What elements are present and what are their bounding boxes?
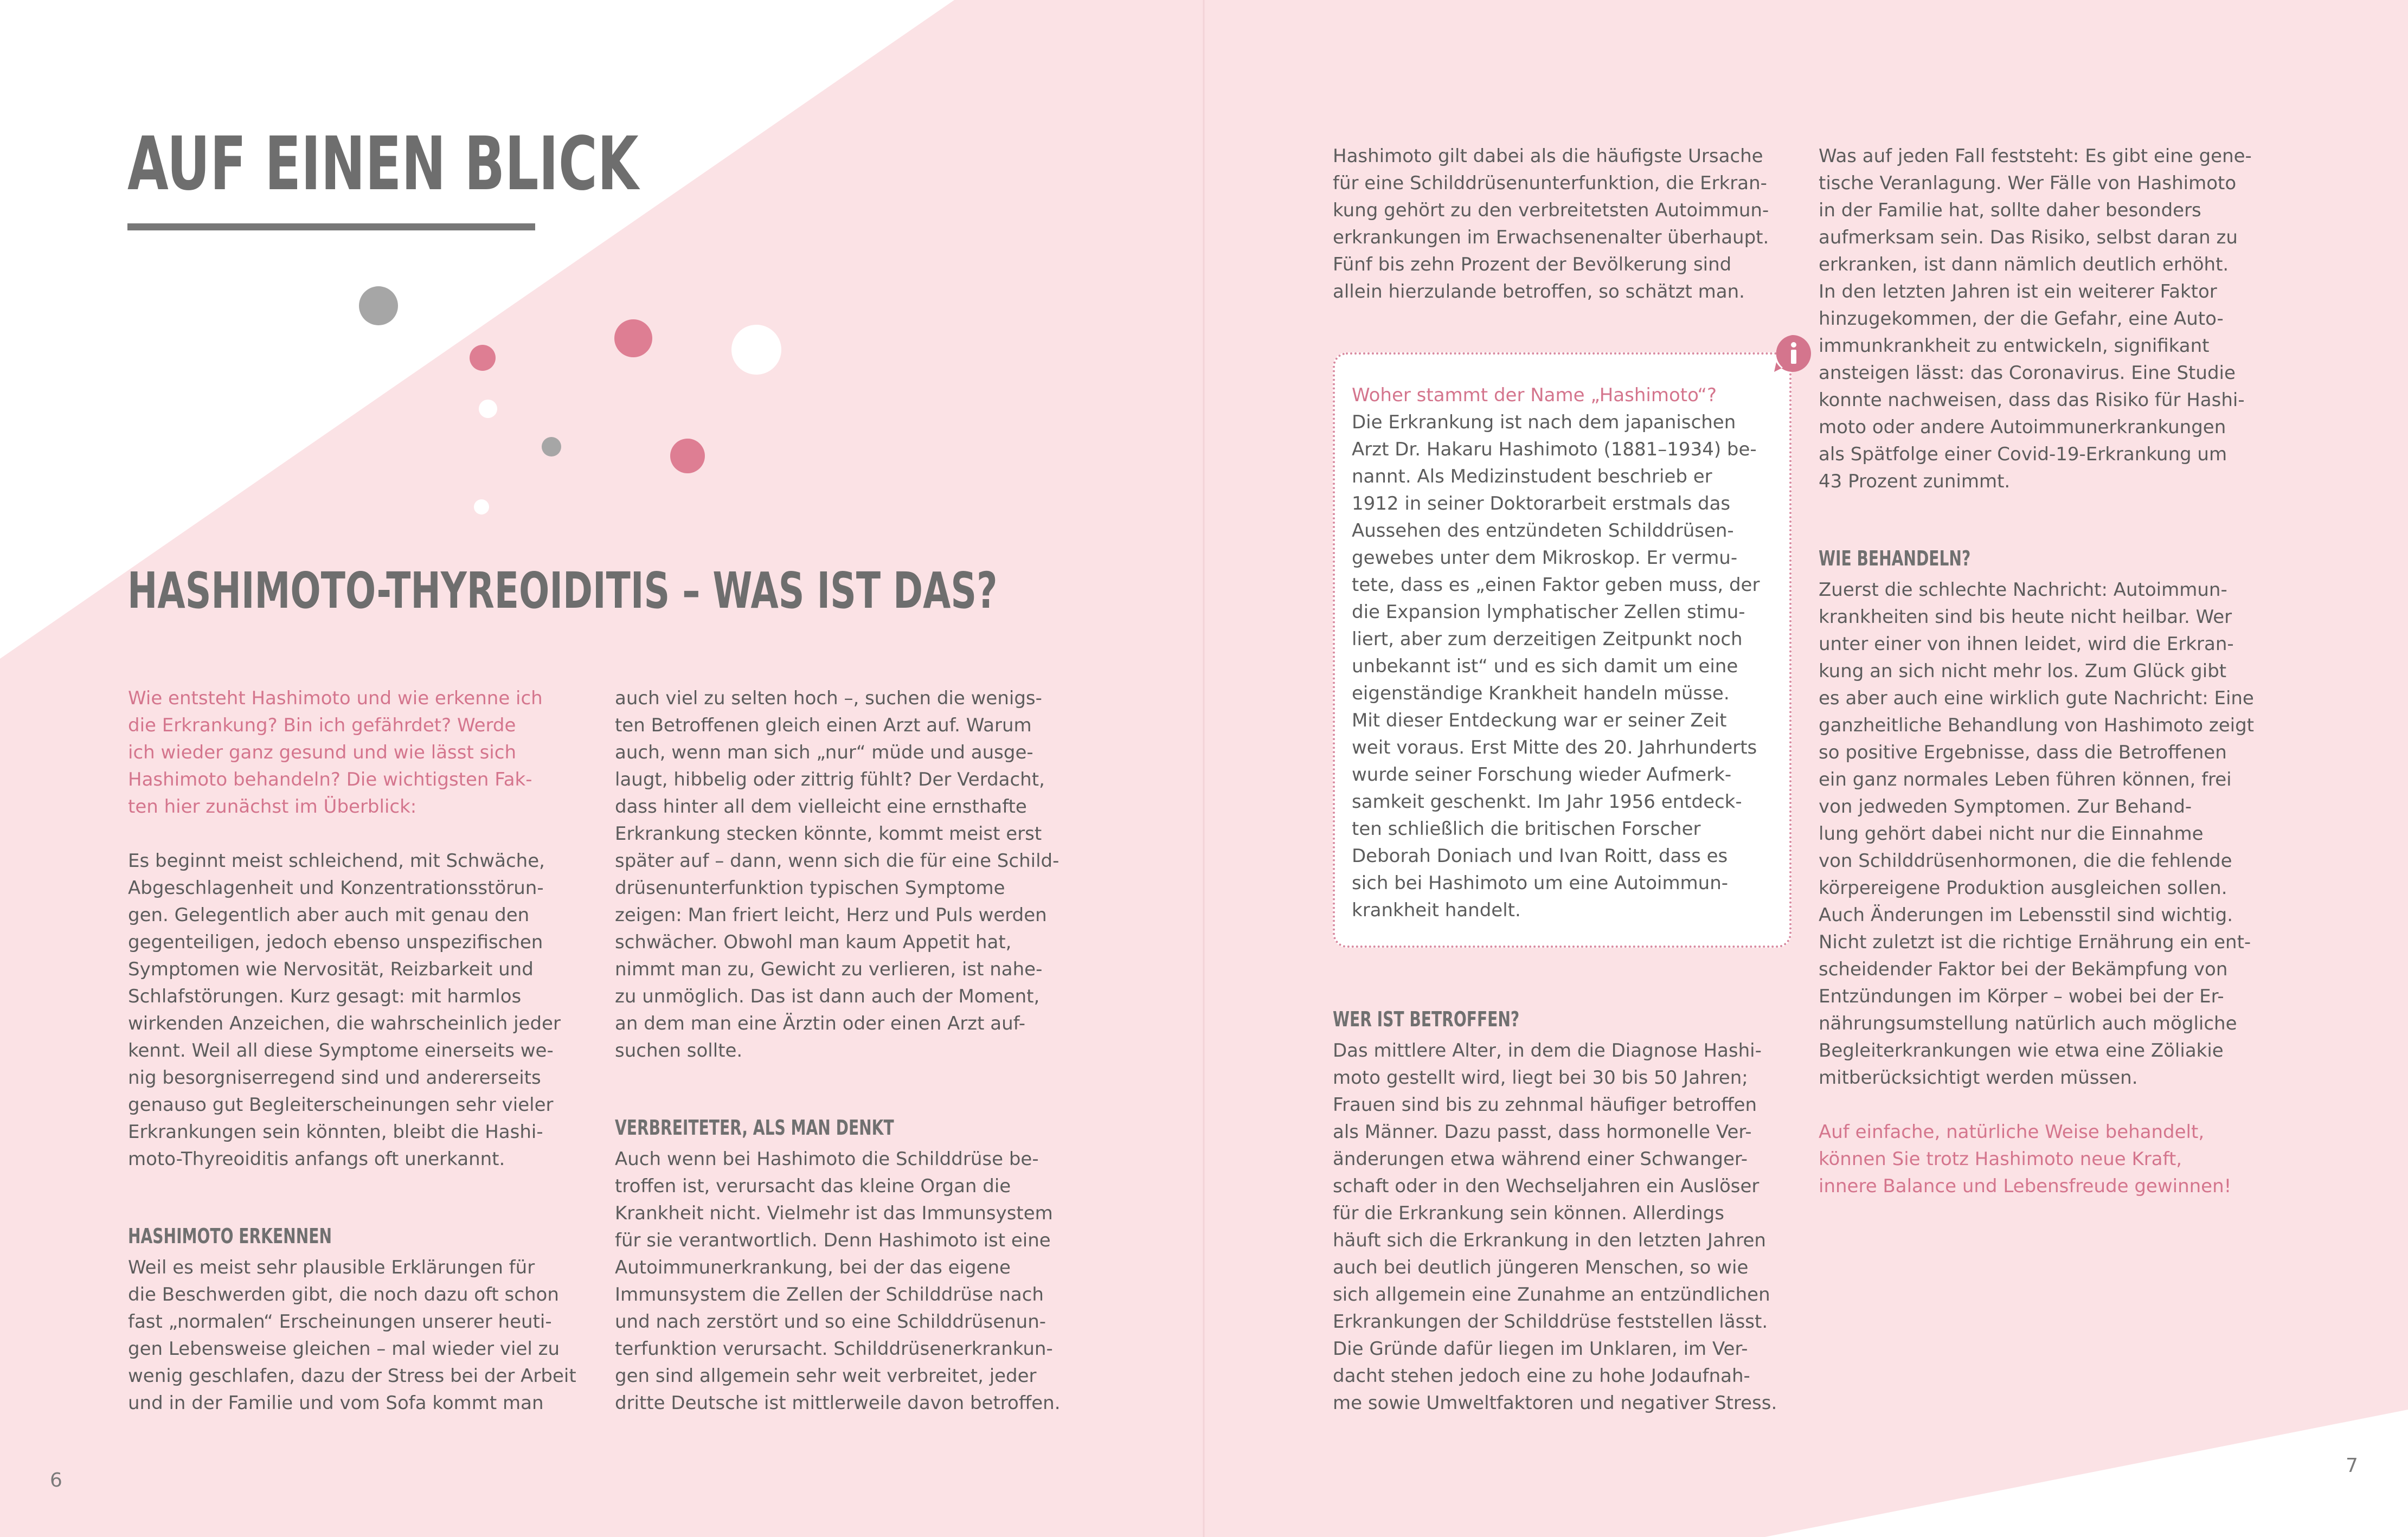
text-line: nig besorgniserregend sind und andererseits xyxy=(128,1067,541,1089)
body-paragraph-1 xyxy=(128,847,561,1173)
text-line: von Schilddrüsenhormonen, die die fehlende xyxy=(1819,850,2232,872)
text-line: suchen sollte. xyxy=(615,1040,743,1062)
closing-paragraph xyxy=(1819,1118,2231,1200)
text-line: 43 Prozent zunimmt. xyxy=(1819,471,2011,492)
text-line: hinzugekommen, der die Gefahr, eine Auto- xyxy=(1819,308,2224,330)
heading-betroffen: WER IST BETROFFEN? xyxy=(1333,1007,1520,1031)
closing-line: können Sie trotz Hashimoto neue Kraft, xyxy=(1819,1148,2182,1170)
dot-pink-medium-2 xyxy=(670,439,705,473)
text-line: erkrankungen im Erwachsenenalter überhaupt. xyxy=(1333,227,1769,248)
body-paragraph-verbreitet xyxy=(615,1146,1061,1417)
text-line: auch viel zu selten hoch –, suchen die wenigs- xyxy=(615,687,1042,709)
text-line: die Expansion lymphatischer Zellen stimu- xyxy=(1352,601,1745,623)
text-line: Krankheit nicht. Vielmehr ist das Immunsystem xyxy=(615,1202,1053,1224)
text-line: erkranken, ist dann nämlich deutlich erhöht. xyxy=(1819,254,2229,275)
text-line: dritte Deutsche ist mittlerweile davon betroffen. xyxy=(615,1392,1061,1414)
text-line: es aber auch eine wirklich gute Nachricht: Eine xyxy=(1819,687,2254,709)
text-line: ten Betroffenen gleich einen Arzt auf. Warum xyxy=(615,715,1032,736)
info-box-heading: Woher stammt der Name „Hashimoto“? xyxy=(1352,384,1717,406)
text-line: Die Gründe dafür liegen im Unklaren, im Ver- xyxy=(1333,1338,1748,1360)
section-title-block xyxy=(127,561,1335,621)
dot-pink-small xyxy=(470,345,496,371)
text-line: von jedweden Symptomen. Zur Behand- xyxy=(1819,796,2192,818)
text-line: unbekannt ist“ und es sich damit um eine xyxy=(1352,655,1738,677)
body-paragraph-col4-top xyxy=(1819,143,2252,495)
body-paragraph-col2 xyxy=(615,685,1059,1064)
info-icon xyxy=(1773,334,1812,373)
text-line: Aussehen des entzündeten Schilddrüsen- xyxy=(1352,520,1734,542)
text-line: liert, aber zum derzeitigen Zeitpunkt noch xyxy=(1352,628,1743,650)
text-line: Es beginnt meist schleichend, mit Schwäche, xyxy=(128,850,545,872)
text-line: Autoimmunerkrankung, bei der das eigene xyxy=(615,1257,1011,1278)
text-line: später auf – dann, wenn sich die für eine Schild- xyxy=(615,850,1059,872)
text-line: terfunktion verursacht. Schilddrüsenerkrankun- xyxy=(615,1338,1053,1360)
heading-betroffen-block xyxy=(1333,1006,1585,1033)
text-line: nimmt man zu, Gewicht zu verlieren, ist nahe- xyxy=(615,959,1043,980)
heading-behandeln-block xyxy=(1819,545,2024,572)
body-paragraph-erkennen xyxy=(128,1254,576,1417)
text-line: moto gestellt wird, liegt bei 30 bis 50 Jahren; xyxy=(1333,1067,1748,1089)
text-line: kung gehört zu den verbreitetsten Autoimmun- xyxy=(1333,200,1769,221)
text-line: nährungsumstellung natürlich auch mögliche xyxy=(1819,1013,2237,1034)
text-line: dass hinter all dem vielleicht eine ernsthafte xyxy=(615,796,1027,818)
intro-line: die Erkrankung? Bin ich gefährdet? Werde xyxy=(128,715,516,736)
text-line: ganzheitliche Behandlung von Hashimoto zeigt xyxy=(1819,715,2254,736)
closing-line: innere Balance und Lebensfreude gewinnen! xyxy=(1819,1175,2232,1197)
text-line: scheidender Faktor bei der Bekämpfung von xyxy=(1819,959,2228,980)
intro-line: ten hier zunächst im Überblick: xyxy=(128,796,417,818)
page-title: AUF EINEN BLICK xyxy=(127,121,639,207)
text-line: mitberücksichtigt werden müssen. xyxy=(1819,1067,2138,1089)
text-line: gen Lebensweise gleichen – mal wieder viel zu xyxy=(128,1338,560,1360)
text-line: Was auf jeden Fall feststeht: Es gibt eine gene- xyxy=(1819,145,2252,167)
text-line: konnte nachweisen, dass das Risiko für Hashi- xyxy=(1819,389,2245,411)
heading-erkennen-block xyxy=(128,1223,403,1250)
text-line: In den letzten Jahren ist ein weiterer Faktor xyxy=(1819,281,2217,303)
page-number-right: 7 xyxy=(2346,1455,2358,1477)
text-line: für sie verantwortlich. Denn Hashimoto ist eine xyxy=(615,1230,1051,1251)
text-line: tische Veranlagung. Wer Fälle von Hashimoto xyxy=(1819,172,2237,194)
text-line: Arzt Dr. Hakaru Hashimoto (1881–1934) be- xyxy=(1352,439,1757,460)
text-line: gegenteiligen, jedoch ebenso unspezifischen xyxy=(128,931,543,953)
text-line: und in der Familie und vom Sofa kommt man xyxy=(128,1392,544,1414)
text-line: krankheiten sind bis heute nicht heilbar. Wer xyxy=(1819,606,2232,628)
text-line: Erkrankungen der Schilddrüse feststellen lässt. xyxy=(1333,1311,1768,1333)
text-line: Abgeschlagenheit und Konzentrationsstörun- xyxy=(128,877,544,899)
text-line: Nicht zuletzt ist die richtige Ernährung ein ent- xyxy=(1819,931,2251,953)
text-line: Erkrankung stecken könnte, kommt meist erst xyxy=(615,823,1042,845)
text-line: moto oder andere Autoimmunerkrankungen xyxy=(1819,416,2226,438)
text-line: auch, wenn man sich „nur“ müde und ausge- xyxy=(615,742,1033,763)
text-line: Auch wenn bei Hashimoto die Schilddrüse be- xyxy=(615,1148,1039,1170)
dot-gray-small xyxy=(542,437,561,456)
text-line: genauso gut Begleiterscheinungen sehr vieler xyxy=(128,1094,554,1116)
text-line: häuft sich die Erkrankung in den letzten Jahren xyxy=(1333,1230,1766,1251)
text-line: kung an sich nicht mehr los. Zum Glück gibt xyxy=(1819,660,2227,682)
text-line: Begleiterkrankungen wie etwa eine Zöliakie xyxy=(1819,1040,2224,1062)
text-line: me sowie Umweltfaktoren und negativer Stress. xyxy=(1333,1392,1777,1414)
text-line: allein hierzulande betroffen, so schätzt man. xyxy=(1333,281,1745,303)
text-line: auch bei deutlich jüngeren Menschen, so wie xyxy=(1333,1257,1749,1278)
text-line: Das mittlere Alter, in dem die Diagnose Hashi- xyxy=(1333,1040,1762,1062)
text-line: drüsenunterfunktion typischen Symptome xyxy=(615,877,1005,899)
text-line: tete, dass es „einen Faktor geben muss, der xyxy=(1352,574,1760,596)
text-line: kennt. Weil all diese Symptome einerseits we- xyxy=(128,1040,554,1062)
intro-line: ich wieder ganz gesund und wie lässt sich xyxy=(128,742,516,763)
intro-line: Hashimoto behandeln? Die wichtigsten Fak- xyxy=(128,769,532,790)
text-line: sich allgemein eine Zunahme an entzündlichen xyxy=(1333,1284,1770,1306)
intro-paragraph xyxy=(128,685,543,820)
text-line: für eine Schilddrüsenunterfunktion, die Erkran- xyxy=(1333,172,1767,194)
text-line: Symptomen wie Nervosität, Reizbarkeit und xyxy=(128,959,534,980)
text-line: gen. Gelegentlich aber auch mit genau den xyxy=(128,904,530,926)
text-line: Erkrankungen sein könnten, bleibt die Hashi- xyxy=(128,1121,543,1143)
text-line: samkeit geschenkt. Im Jahr 1956 entdeck- xyxy=(1352,791,1742,813)
text-line: so positive Ergebnisse, dass die Betroffenen xyxy=(1819,742,2227,763)
text-line: in der Familie hat, sollte daher besonders xyxy=(1819,200,2201,221)
text-line: Frauen sind bis zu zehnmal häufiger betroffen xyxy=(1333,1094,1757,1116)
page-number-left: 6 xyxy=(50,1469,62,1491)
text-line: wenig geschlafen, dazu der Stress bei der Arbeit xyxy=(128,1365,576,1387)
info-box-content xyxy=(1352,382,1760,924)
text-line: ten schließlich die britischen Forscher xyxy=(1352,818,1701,840)
text-line: ein ganz normales Leben führen können, frei xyxy=(1819,769,2232,790)
text-line: lung gehört dabei nicht nur die Einnahme xyxy=(1819,823,2204,845)
text-line: Auch Änderungen im Lebensstil sind wichtig. xyxy=(1819,904,2233,926)
dot-white-small xyxy=(479,400,497,418)
text-line: für die Erkrankung sein können. Allerdings xyxy=(1333,1202,1724,1224)
text-line: ansteigen lässt: das Coronavirus. Eine Studie xyxy=(1819,362,2236,384)
body-paragraph-betroffen xyxy=(1333,1037,1777,1417)
body-paragraph-col3-top xyxy=(1333,143,1769,305)
text-line: 1912 in seiner Doktorarbeit erstmals das xyxy=(1352,493,1731,515)
text-line: troffen ist, verursacht das kleine Organ die xyxy=(615,1175,1011,1197)
text-line: Hashimoto gilt dabei als die häufigste Ursache xyxy=(1333,145,1763,167)
text-line: sich bei Hashimoto um eine Autoimmun- xyxy=(1352,872,1729,894)
page-title-block xyxy=(127,121,837,207)
text-line: fast „normalen“ Erscheinungen unserer heuti- xyxy=(128,1311,552,1333)
text-line: krankheit handelt. xyxy=(1352,899,1521,921)
text-line: als Spätfolge einer Covid-19-Erkrankung um xyxy=(1819,443,2227,465)
text-line: weit voraus. Erst Mitte des 20. Jahrhunderts xyxy=(1352,737,1757,758)
text-line: gewebes unter dem Mikroskop. Er vermu- xyxy=(1352,547,1738,569)
text-line: als Männer. Dazu passt, dass hormonelle Ver- xyxy=(1333,1121,1752,1143)
text-line: Fünf bis zehn Prozent der Bevölkerung sind xyxy=(1333,254,1732,275)
text-line: eigenständige Krankheit handeln müsse. xyxy=(1352,683,1730,704)
text-line: Zuerst die schlechte Nachricht: Autoimmun- xyxy=(1819,579,2227,601)
dot-white-tiny xyxy=(474,499,489,515)
text-line: zu unmöglich. Das ist dann auch der Moment, xyxy=(615,986,1040,1007)
text-line: Entzündungen im Körper – wobei bei der Er- xyxy=(1819,986,2224,1007)
text-line: Mit dieser Entdeckung war er seiner Zeit xyxy=(1352,710,1727,731)
text-line: laugt, hibbelig oder zittrig fühlt? Der Verdacht, xyxy=(615,769,1045,790)
heading-behandeln: WIE BEHANDELN? xyxy=(1819,546,1971,570)
text-line: Weil es meist sehr plausible Erklärungen für xyxy=(128,1257,535,1278)
dot-gray-large xyxy=(359,286,398,325)
text-line: nannt. Als Medizinstudent beschrieb er xyxy=(1352,466,1712,487)
text-line: moto-Thyreoiditis anfangs oft unerkannt. xyxy=(128,1148,505,1170)
text-line: änderungen etwa während einer Schwanger- xyxy=(1333,1148,1748,1170)
text-line: unter einer von ihnen leidet, wird die Erkran- xyxy=(1819,633,2234,655)
text-line: körpereigene Produktion ausgleichen sollen. xyxy=(1819,877,2227,899)
text-line: immunkrankheit zu entwickeln, signifikant xyxy=(1819,335,2210,357)
heading-erkennen: HASHIMOTO ERKENNEN xyxy=(128,1224,332,1248)
text-line: Immunsystem die Zellen der Schilddrüse nach xyxy=(615,1284,1044,1306)
title-underline xyxy=(127,223,535,230)
intro-line: Wie entsteht Hashimoto und wie erkenne ich xyxy=(128,687,543,709)
text-line: schwächer. Obwohl man kaum Appetit hat, xyxy=(615,931,1012,953)
text-line: Deborah Doniach und Ivan Roitt, dass es xyxy=(1352,845,1728,867)
text-line: an dem man eine Ärztin oder einen Arzt auf- xyxy=(615,1013,1026,1034)
section-title: HASHIMOTO-THYREOIDITIS – WAS IST DAS? xyxy=(127,562,998,620)
dot-pink-medium xyxy=(614,319,652,357)
text-line: wurde seiner Forschung wieder Aufmerk- xyxy=(1352,764,1732,786)
text-line: die Beschwerden gibt, die noch dazu oft schon xyxy=(128,1284,559,1306)
text-line: zeigen: Man friert leicht, Herz und Puls werden xyxy=(615,904,1047,926)
dot-white-large xyxy=(731,325,781,375)
text-line: dacht stehen jedoch eine zu hohe Jodaufnah- xyxy=(1333,1365,1750,1387)
text-line: gen sind allgemein sehr weit verbreitet, jeder xyxy=(615,1365,1037,1387)
text-line: wirkenden Anzeichen, die wahrscheinlich jeder xyxy=(128,1013,561,1034)
text-line: und nach zerstört und so eine Schilddrüsenun- xyxy=(615,1311,1046,1333)
text-line: aufmerksam sein. Das Risiko, selbst daran zu xyxy=(1819,227,2238,248)
body-paragraph-behandeln xyxy=(1819,576,2254,1091)
heading-verbreitet-block xyxy=(615,1114,992,1141)
text-line: Schlafstörungen. Kurz gesagt: mit harmlos xyxy=(128,986,522,1007)
text-line: Die Erkrankung ist nach dem japanischen xyxy=(1352,411,1736,433)
heading-verbreitet: VERBREITETER, ALS MAN DENKT xyxy=(615,1116,894,1140)
closing-line: Auf einfache, natürliche Weise behandelt, xyxy=(1819,1121,2205,1143)
text-line: schaft oder in den Wechseljahren ein Auslöser xyxy=(1333,1175,1760,1197)
